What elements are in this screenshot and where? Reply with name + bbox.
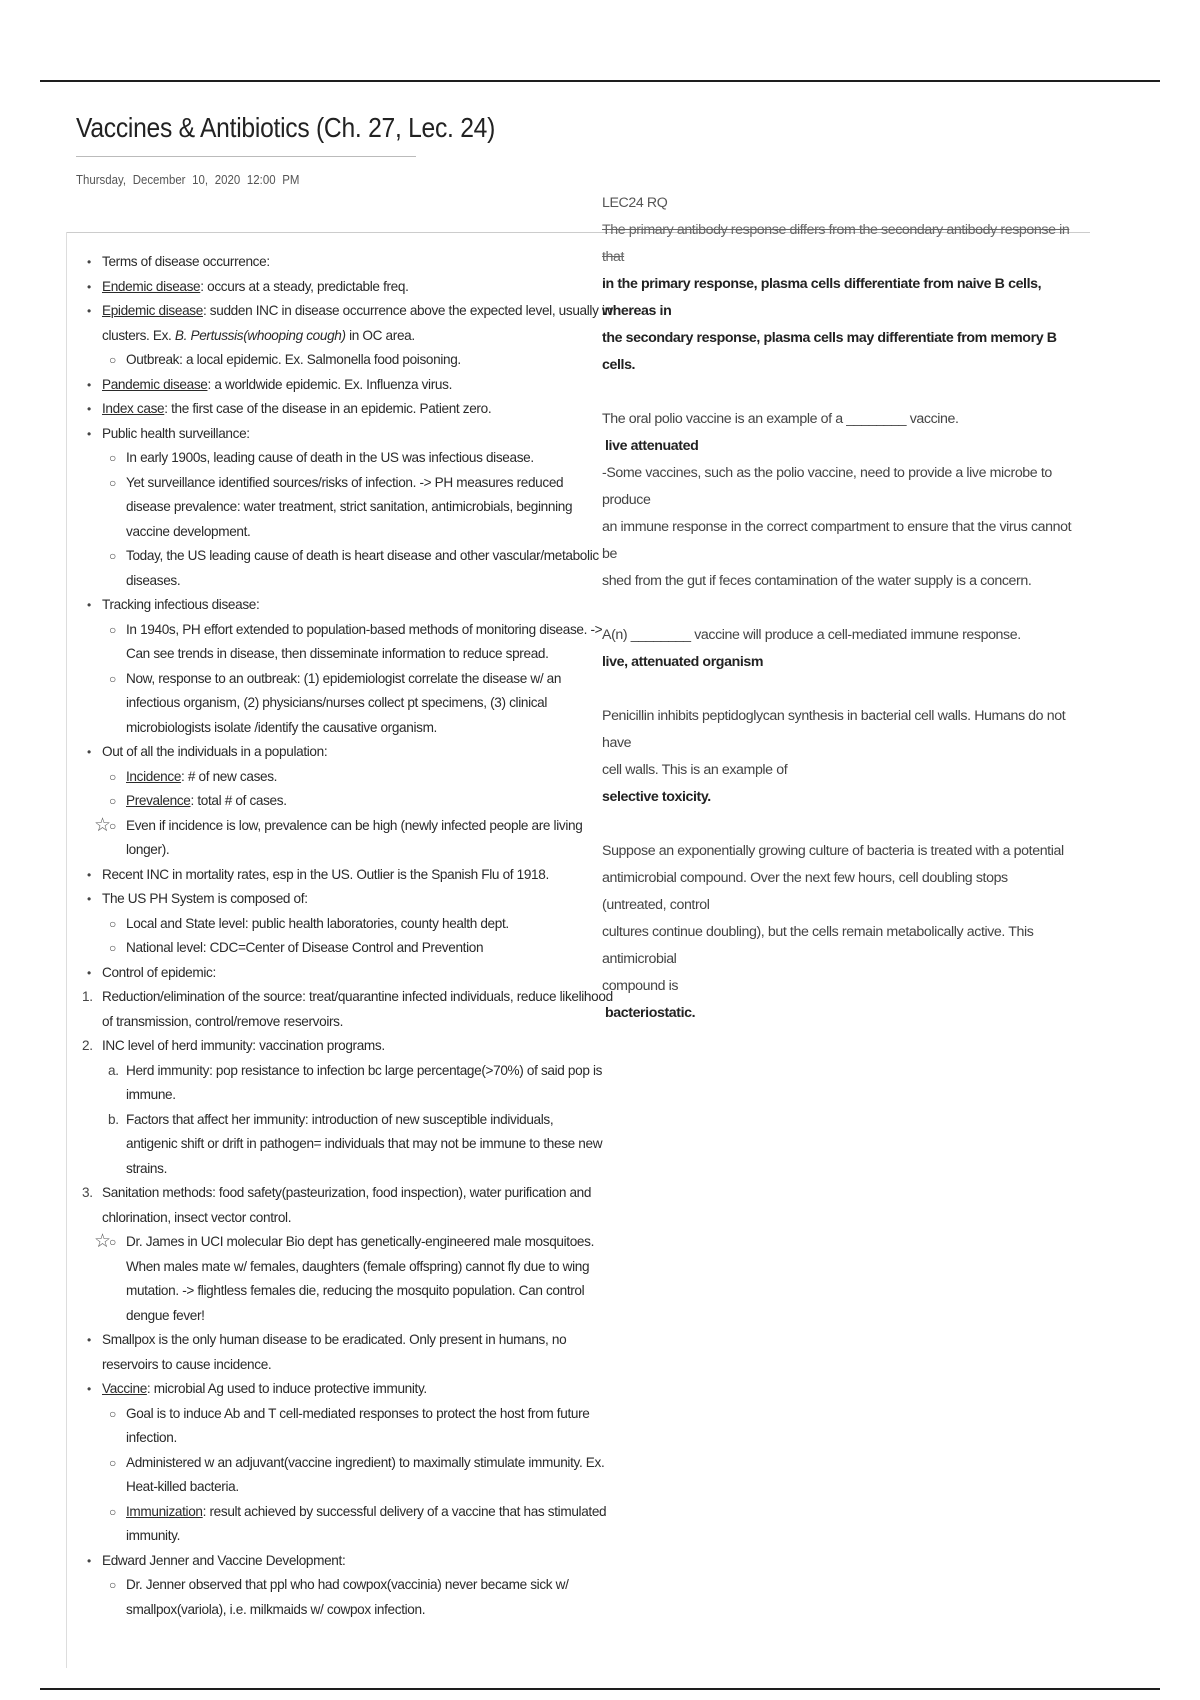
- answer-text: live attenuated: [605, 438, 699, 454]
- spacer: [602, 595, 1072, 622]
- outline-item: • Vaccine: microbial Ag used to induce protective immunity.: [87, 1381, 427, 1396]
- page-datetime: Thursday, December 10, 2020 12:00 PM: [76, 172, 300, 187]
- outline-subitem: ○ Administered w an adjuvant(vaccine ingredient) to maximally stimulate immunity. Ex.: [109, 1454, 605, 1470]
- review-questions: [602, 190, 1072, 1027]
- outline-item: • Pandemic disease: a worldwide epidemic. Ex. Influenza virus.: [87, 376, 452, 392]
- outline-continuation: mutation. -> flightless females die, reducing the mosquito population. Can control: [126, 1283, 585, 1298]
- outline-subitem-starred: ☆ ○ Even if incidence is low, prevalence can be high (newly infected people are living: [94, 814, 583, 836]
- page-title: Vaccines & Antibiotics (Ch. 27, Lec. 24): [76, 112, 496, 143]
- outline-continuation: microbiologists isolate /identify the causative organism.: [126, 719, 437, 735]
- outline-subitem-starred: ☆ ○ Dr. James in UCI molecular Bio dept has genetically-engineered male mosquitoes.: [94, 1231, 595, 1252]
- outline-subitem: ○ Local and State level: public health laboratories, county health dept.: [109, 915, 509, 931]
- answer-text: bacteriostatic.: [605, 1005, 696, 1021]
- outline-item: • Out of all the individuals in a population:: [87, 744, 328, 759]
- outline-continuation: diseases.: [126, 572, 181, 588]
- question-text: cell walls. This is an example of: [602, 762, 788, 778]
- outline-item: • Public health surveillance:: [87, 425, 250, 441]
- outline-continuation: infectious organism, (2) physicians/nurses collect pt specimens, (3) clinical: [126, 695, 548, 710]
- outline-item: • Smallpox is the only human disease to be eradicated. Only present in humans, no: [87, 1332, 567, 1347]
- question-text: compound is: [602, 978, 679, 994]
- question-text: cultures continue doubling), but the cells remain metabolically active. This antimicrobial: [602, 924, 1034, 967]
- star-icon: ☆: [94, 814, 111, 836]
- outline-item: • Terms of disease occurrence:: [87, 254, 270, 269]
- outline-subitem: ○ Now, response to an outbreak: (1) epidemiologist correlate the disease w/ an: [109, 670, 562, 686]
- numbered-item: 2. INC level of herd immunity: vaccination programs.: [82, 1038, 385, 1053]
- outline-item: • Recent INC in mortality rates, esp in the US. Outlier is the Spanish Flu of 1918.: [87, 866, 549, 882]
- outline-continuation: dengue fever!: [126, 1307, 205, 1323]
- outline-item: • Control of epidemic:: [87, 964, 216, 980]
- outline-continuation: reservoirs to cause incidence.: [102, 1356, 272, 1372]
- outline-item: • Edward Jenner and Vaccine Development:: [87, 1552, 346, 1568]
- outline-item: • Endemic disease: occurs at a steady, predictable freq.: [87, 278, 409, 294]
- outline-continuation: chlorination, insect vector control.: [102, 1209, 292, 1225]
- numbered-item: 3. Sanitation methods: food safety(pasteurization, food inspection), water purification and: [82, 1185, 592, 1200]
- title-underline: [76, 156, 416, 157]
- lettered-item: a. Herd immunity: pop resistance to infection bc large percentage(>70%) of said pop is: [108, 1062, 603, 1078]
- outline-continuation: immunity.: [126, 1528, 180, 1543]
- outline-subitem: ○ Today, the US leading cause of death is heart disease and other vascular/metabolic: [109, 548, 599, 563]
- outline-item: • Index case: the first case of the disease in an epidemic. Patient zero.: [87, 401, 492, 416]
- answer-text: in the primary response, plasma cells differentiate from naive B cells, whereas in: [602, 276, 1042, 319]
- question-text: antimicrobial compound. Over the next few hours, cell doubling stops (untreated, control: [602, 870, 1008, 913]
- outline-subitem: ○ Immunization: result achieved by successful delivery of a vaccine that has stimulated: [109, 1503, 607, 1519]
- outline-subitem: ○ Outbreak: a local epidemic. Ex. Salmonella food poisoning.: [109, 352, 461, 367]
- outline-subitem: ○ In early 1900s, leading cause of death in the US was infectious disease.: [109, 450, 534, 465]
- star-icon: ☆: [94, 1231, 111, 1252]
- spacer: [602, 676, 1072, 703]
- spacer: [602, 811, 1072, 838]
- numbered-item: 1. Reduction/elimination of the source: treat/quarantine infected individuals, reduce likelihood: [82, 989, 613, 1004]
- question-text: Penicillin inhibits peptidoglycan synthesis in bacterial cell walls. Humans do not have: [602, 708, 1066, 751]
- lettered-item: b. Factors that affect her immunity: introduction of new susceptible individuals,: [108, 1111, 554, 1127]
- outline-subitem: ○ Dr. Jenner observed that ppl who had cowpox(vaccinia) never became sick w/: [109, 1577, 569, 1592]
- outline-continuation: clusters. Ex. B. Pertussis(whooping cough) in OC area.: [102, 327, 415, 343]
- explanation-text: -Some vaccines, such as the polio vaccine, need to provide a live microbe to produce: [602, 465, 1052, 508]
- outline-item: • Epidemic disease: sudden INC in disease occurrence above the expected level, usually in: [87, 303, 612, 318]
- answer-text: live, attenuated organism: [602, 654, 764, 670]
- answer-text: selective toxicity.: [602, 789, 711, 805]
- outline-subitem: ○ Yet surveillance identified sources/risks of infection. -> PH measures reduced: [109, 474, 564, 490]
- outline-subitem: ○ In 1940s, PH effort extended to population-based methods of monitoring disease. ->: [109, 621, 603, 637]
- outline-continuation: Can see trends in disease, then disseminate information to reduce spread.: [126, 646, 549, 661]
- spacer: [602, 379, 1072, 406]
- outline-continuation: smallpox(variola), i.e. milkmaids w/ cowpox infection.: [126, 1601, 426, 1617]
- question-text: The primary antibody response differs from the secondary antibody response in that: [602, 222, 1070, 265]
- notes-outline: [82, 250, 613, 1622]
- outline-continuation: antigenic shift or drift in pathogen= individuals that may not be immune to these new: [126, 1136, 603, 1151]
- outline-item: • The US PH System is composed of:: [87, 891, 308, 906]
- outline-continuation: of transmission, control/remove reservoirs.: [102, 1013, 344, 1029]
- outline-continuation: longer).: [126, 842, 170, 857]
- outline-continuation: infection.: [126, 1430, 177, 1445]
- answer-text: the secondary response, plasma cells may differentiate from memory B cells.: [602, 330, 1057, 373]
- question-text: Suppose an exponentially growing culture of bacteria is treated with a potential: [602, 843, 1064, 859]
- outline-subitem: ○ Prevalence: total # of cases.: [109, 793, 287, 808]
- outline-continuation: vaccine development.: [126, 523, 251, 539]
- outline-subitem: ○ Incidence: # of new cases.: [109, 768, 278, 784]
- question-text: The oral polio vaccine is an example of a ________ vaccine.: [602, 411, 959, 427]
- outline-continuation: Heat-killed bacteria.: [126, 1479, 239, 1494]
- outline-continuation: immune.: [126, 1087, 176, 1102]
- question-text: A(n) ________ vaccine will produce a cell-mediated immune response.: [602, 627, 1021, 643]
- outline-subitem: ○ National level: CDC=Center of Disease Control and Prevention: [109, 940, 484, 955]
- outline-subitem: ○ Goal is to induce Ab and T cell-mediated responses to protect the host from future: [109, 1405, 590, 1421]
- explanation-text: shed from the gut if feces contamination of the water supply is a concern.: [602, 573, 1032, 589]
- outline-continuation: strains.: [126, 1160, 168, 1176]
- rq-title: LEC24 RQ: [602, 195, 668, 211]
- note-container-left-border: [66, 232, 67, 1668]
- outline-item: • Tracking infectious disease:: [87, 597, 260, 612]
- top-rule: [40, 80, 1160, 82]
- bottom-rule: [40, 1688, 1160, 1690]
- explanation-text: an immune response in the correct compartment to ensure that the virus cannot be: [602, 519, 1072, 562]
- outline-continuation: disease prevalence: water treatment, strict sanitation, antimicrobials, beginning: [126, 499, 573, 514]
- outline-continuation: When males mate w/ females, daughters (female offspring) cannot fly due to wing: [126, 1258, 590, 1274]
